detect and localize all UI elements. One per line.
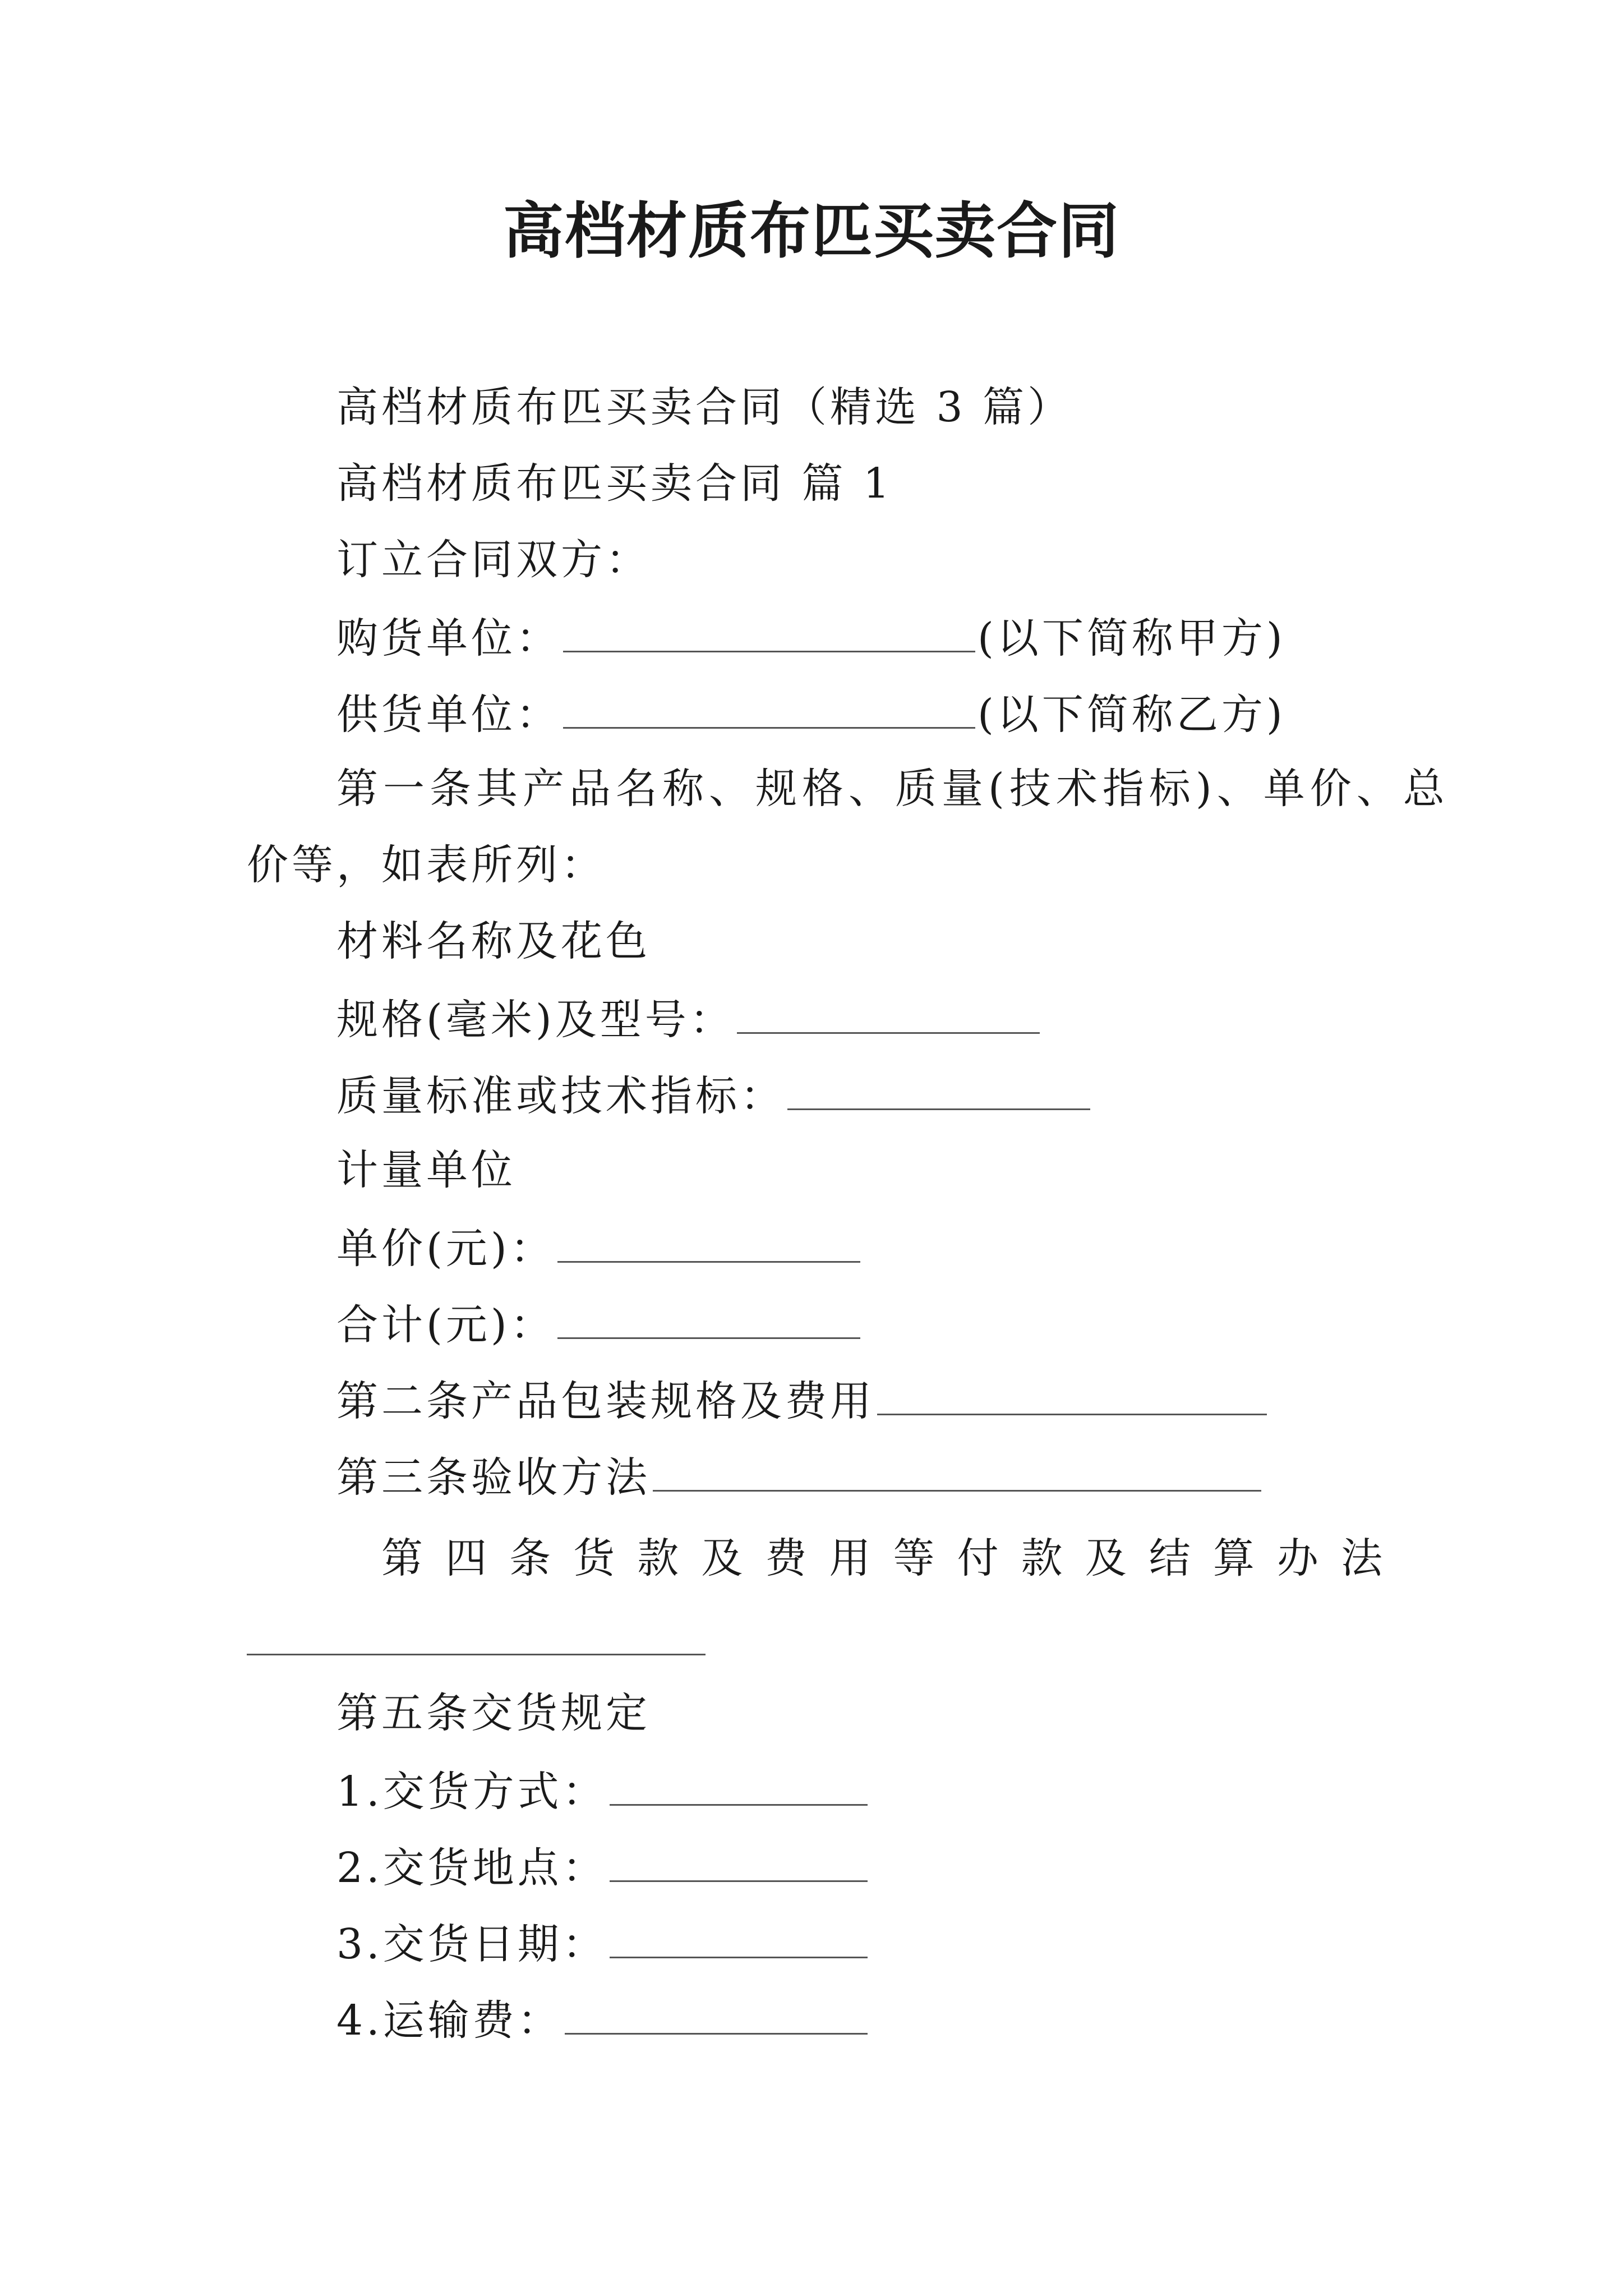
document-title: 高档材质布匹买卖合同 [502, 196, 1120, 266]
price-blank [557, 1222, 860, 1263]
article-4-line: 第四条货款及费用等付款及结算办法 [381, 1534, 1382, 1582]
quality-line: 质量标准或技术指标： [336, 1069, 1092, 1121]
total-line: 合计(元)： [336, 1298, 863, 1350]
part-heading: 高档材质布匹买卖合同 篇 1 [336, 459, 893, 508]
seller-line: 供货单位： (以下简称乙方) [336, 688, 1286, 740]
spec-blank [737, 993, 1040, 1034]
total-blank [557, 1298, 860, 1339]
freight-line: 4.运输费： [336, 1994, 870, 2046]
article-4-blank [247, 1654, 706, 1655]
freight-blank [565, 1994, 868, 2035]
delivery-date-line: 3.交货日期： [336, 1917, 870, 1970]
delivery-place-line: 2.交货地点： [336, 1841, 870, 1893]
seller-blank [563, 688, 975, 729]
article-5-line: 第五条交货规定 [336, 1689, 651, 1737]
buyer-line: 购货单位： (以下简称甲方) [336, 611, 1286, 664]
intro-line: 高档材质布匹买卖合同（精选 3 篇） [336, 383, 1073, 431]
buyer-blank [563, 611, 975, 652]
price-line: 单价(元)： [336, 1222, 863, 1274]
article-3-line: 第三条验收方法 [336, 1451, 1264, 1503]
parties-line: 订立合同双方： [336, 536, 651, 584]
article-3-blank [653, 1451, 1261, 1492]
quality-blank [787, 1069, 1090, 1110]
article-1-line-1: 第一条其产品名称、规格、质量(技术指标)、单价、总 [336, 765, 1450, 813]
delivery-date-blank [610, 1917, 868, 1958]
article-2-blank [877, 1374, 1267, 1415]
article-1-line-2: 价等，如表所列： [247, 841, 606, 889]
article-2-line: 第二条产品包装规格及费用 [336, 1374, 1269, 1427]
spec-line: 规格(毫米)及型号： [336, 993, 1042, 1045]
delivery-method-line: 1.交货方式： [336, 1765, 870, 1817]
material-line: 材料名称及花色 [336, 917, 651, 965]
unit-line: 计量单位 [336, 1146, 516, 1194]
delivery-place-blank [610, 1841, 868, 1882]
delivery-method-blank [610, 1765, 868, 1806]
